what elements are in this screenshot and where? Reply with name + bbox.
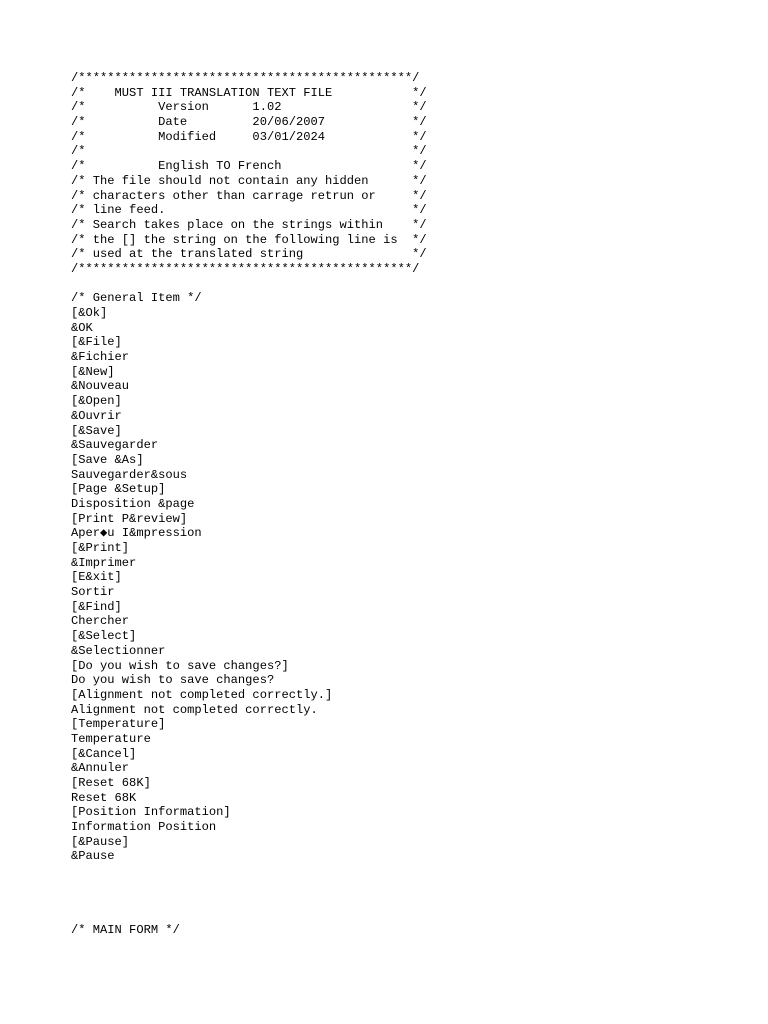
- header-line: /* Search takes place on the strings within */: [71, 217, 427, 232]
- source-string: [Position Information]: [71, 805, 231, 820]
- header-line: /* characters other than carrage retrun or */: [71, 188, 427, 203]
- text-document: [71, 71, 751, 938]
- translated-string: &Sauvegarder: [71, 438, 159, 453]
- source-string: [Page &Setup]: [71, 482, 166, 497]
- source-string: [Alignment not completed correctly.]: [71, 687, 333, 702]
- translated-string: &Imprimer: [71, 555, 137, 570]
- source-string: [Print P&review]: [71, 511, 188, 526]
- file-header-comment-block: [71, 71, 751, 277]
- source-string: [&Select]: [71, 629, 137, 644]
- header-line: /* Date 20/06/2007 */: [71, 115, 427, 130]
- source-string: [&Open]: [71, 394, 122, 409]
- translated-string: &Nouveau: [71, 379, 130, 394]
- translated-string: Chercher: [71, 614, 130, 629]
- main-form-section: [71, 923, 751, 938]
- translated-string: Alignment not completed correctly.: [71, 702, 318, 717]
- source-string: [&File]: [71, 335, 122, 350]
- translated-string: Temperature: [71, 731, 151, 746]
- translated-string: &Annuler: [71, 761, 130, 776]
- source-string: [&Find]: [71, 599, 122, 614]
- translated-string: Information Position: [71, 820, 217, 835]
- general-item-section: [71, 291, 751, 864]
- source-string: [&Pause]: [71, 834, 130, 849]
- translated-string: &OK: [71, 320, 93, 335]
- translated-string: Sauvegarder&sous: [71, 467, 188, 482]
- header-line: /* English TO French */: [71, 159, 427, 174]
- source-string: [Reset 68K]: [71, 776, 151, 790]
- translated-string: &Fichier: [71, 350, 130, 365]
- header-line: /* used at the translated string */: [71, 247, 427, 262]
- translated-string: &Selectionner: [71, 643, 166, 658]
- source-string: [Save &As]: [71, 452, 144, 467]
- header-line: /* Modified 03/01/2024 */: [71, 129, 427, 144]
- translated-string: &Pause: [71, 849, 115, 864]
- translated-string: &Ouvrir: [71, 408, 122, 423]
- header-line: /* line feed. */: [71, 203, 427, 218]
- header-line: /* Version 1.02 */: [71, 100, 427, 115]
- source-string: [&Save]: [71, 423, 122, 438]
- source-string: [Temperature]: [71, 717, 166, 732]
- header-line: /* */: [71, 144, 427, 159]
- header-line: /**********************************************/: [71, 261, 420, 276]
- source-string: [&Ok]: [71, 306, 108, 320]
- header-line: /* the [] the string on the following line is */: [71, 232, 427, 247]
- source-string: [E&xit]: [71, 570, 122, 585]
- translated-string: Sortir: [71, 585, 115, 600]
- blank-lines: [71, 864, 751, 923]
- source-string: [&Print]: [71, 541, 130, 555]
- blank-line: [71, 277, 751, 292]
- section-comment: /* MAIN FORM */: [71, 922, 180, 937]
- translated-string: Aper◆u I&mpression: [71, 526, 202, 541]
- header-line: /**********************************************/: [71, 71, 420, 85]
- section-comment: /* General Item */: [71, 291, 202, 306]
- header-line: /* MUST III TRANSLATION TEXT FILE */: [71, 85, 427, 100]
- translated-string: Reset 68K: [71, 790, 137, 805]
- translated-string: Disposition &page: [71, 496, 195, 511]
- source-string: [&New]: [71, 364, 115, 379]
- header-line: /* The file should not contain any hidden */: [71, 173, 427, 188]
- source-string: [&Cancel]: [71, 746, 137, 761]
- translated-string: Do you wish to save changes?: [71, 673, 275, 688]
- source-string: [Do you wish to save changes?]: [71, 658, 289, 673]
